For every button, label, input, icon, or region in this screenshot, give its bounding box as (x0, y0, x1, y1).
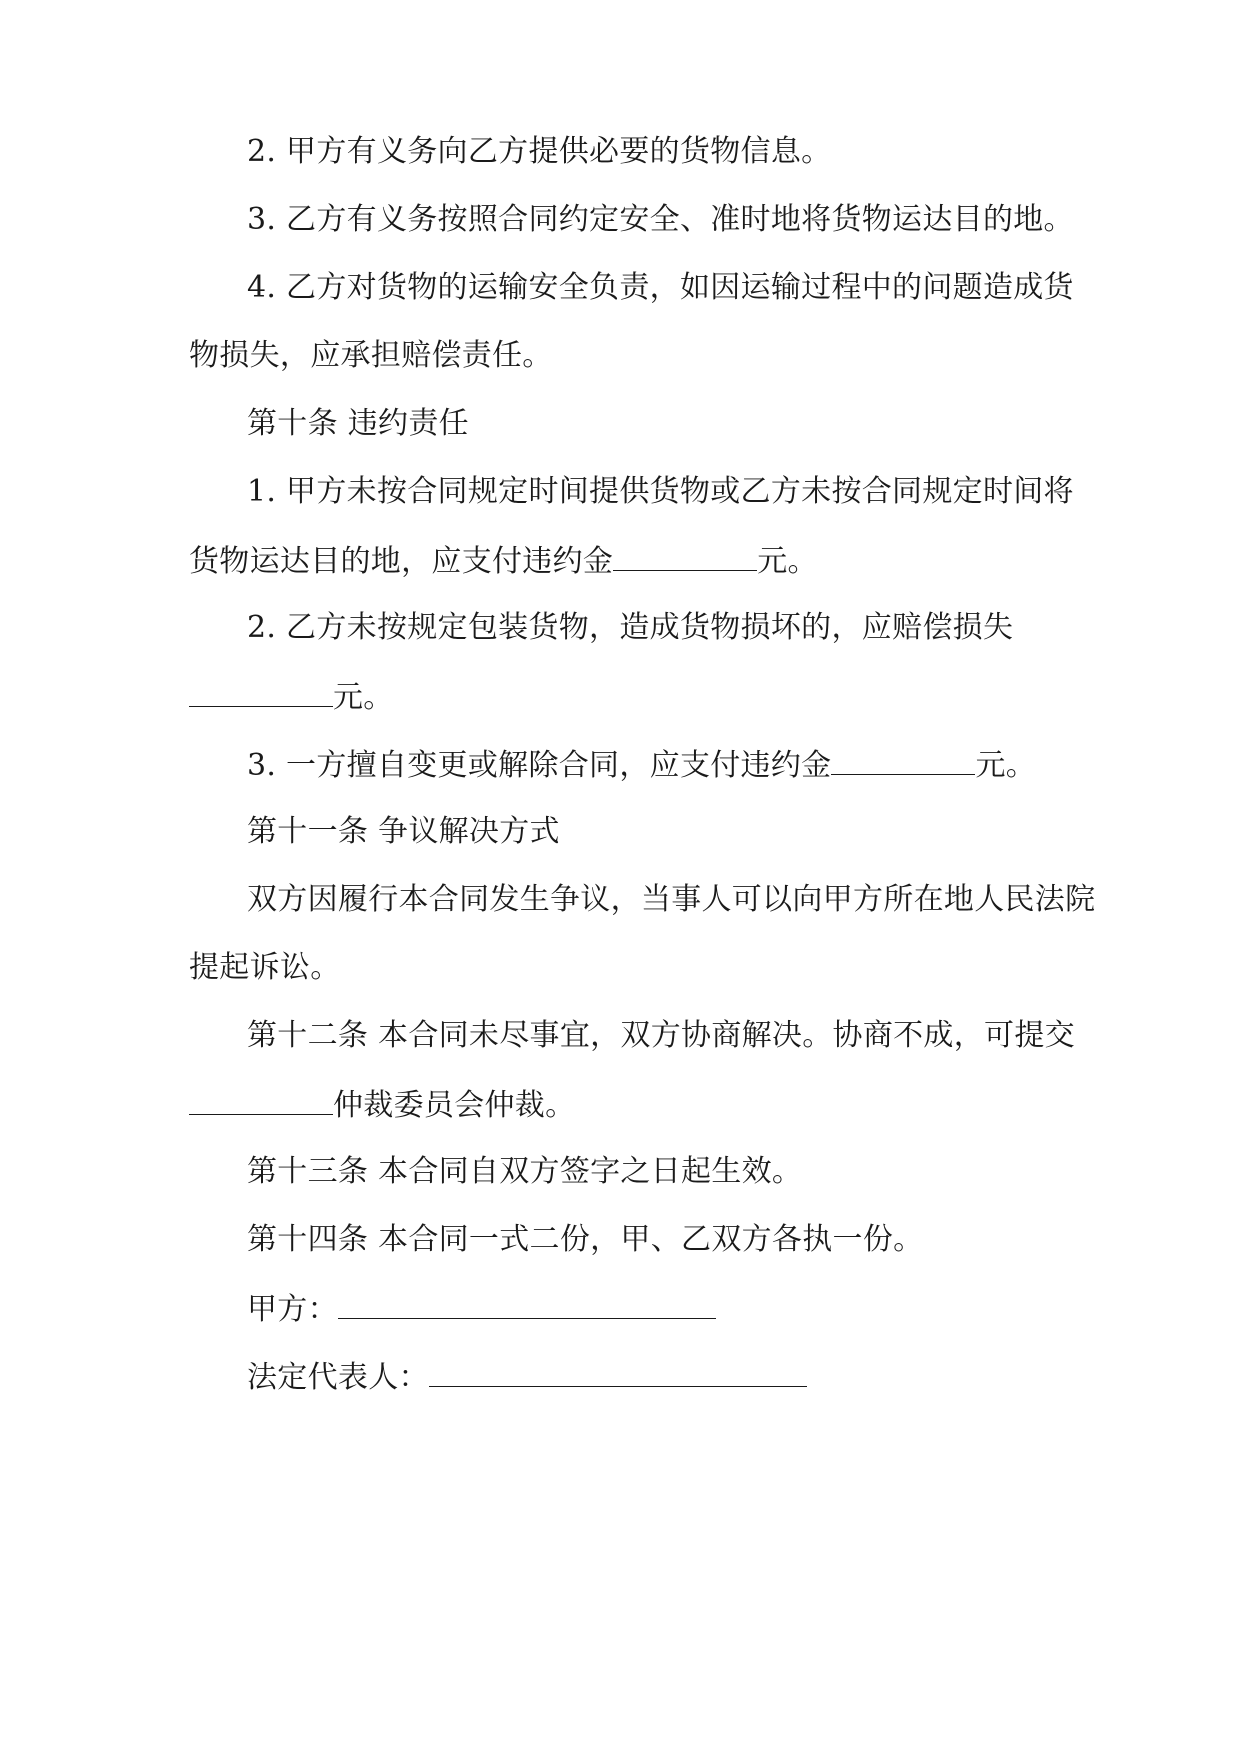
text: 提起诉讼。 (189, 950, 341, 985)
clause-10-item-1 (247, 472, 1074, 512)
clause-9-item-2 (247, 132, 831, 172)
text: 元。 (975, 748, 1037, 783)
party-a-label: 甲方： (247, 1292, 338, 1327)
clause-13 (247, 1152, 802, 1192)
text: 第十四条 本合同一式二份，甲、乙双方各执一份。 (247, 1222, 924, 1257)
clause-11-heading (247, 812, 560, 852)
text: 元。 (757, 544, 818, 579)
clause-12-continued (189, 1084, 575, 1126)
clause-12 (247, 1016, 1075, 1056)
text: 2. 乙方未按规定包装货物，造成货物损坏的，应赔偿损失 (247, 610, 1014, 645)
legal-representative-label: 法定代表人： (247, 1360, 429, 1395)
text: 元。 (333, 680, 394, 715)
text: 2. 甲方有义务向乙方提供必要的货物信息。 (247, 134, 832, 169)
text: 第十二条 本合同未尽事宜，双方协商解决。协商不成，可提交 (247, 1018, 1075, 1053)
text: 物损失，应承担赔偿责任。 (189, 338, 553, 373)
text: 4. 乙方对货物的运输安全负责，如因运输过程中的问题造成货 (247, 270, 1074, 305)
clause-10-item-3 (247, 744, 1036, 786)
clause-14 (247, 1220, 923, 1260)
clause-10-item-2-continued (189, 676, 394, 718)
legal-representative-signature-line (247, 1356, 807, 1398)
party-a-signature-line (247, 1288, 716, 1330)
fill-in-blank-breach-amount[interactable] (831, 744, 975, 775)
clause-9-item-4 (247, 268, 1074, 308)
text: 双方因履行本合同发生争议，当事人可以向甲方所在地人民法院 (247, 882, 1096, 917)
text: 货物运达目的地，应支付违约金 (189, 544, 614, 579)
text: 3. 乙方有义务按照合同约定安全、准时地将货物运达目的地。 (247, 202, 1074, 237)
text: 3. 一方擅自变更或解除合同，应支付违约金 (247, 748, 832, 783)
fill-in-blank-arbitration-committee[interactable] (189, 1084, 333, 1115)
clause-10-item-2 (247, 608, 1013, 648)
fill-in-blank-compensation-amount[interactable] (189, 676, 333, 707)
clause-9-item-3 (247, 200, 1074, 240)
fill-in-blank-penalty-amount[interactable] (613, 540, 757, 571)
text: 第十三条 本合同自双方签字之日起生效。 (247, 1154, 803, 1189)
clause-10-item-1-continued (189, 540, 818, 582)
clause-9-item-4-continued (189, 336, 553, 376)
text: 第十条 违约责任 (247, 406, 469, 441)
legal-representative-signature-blank[interactable] (429, 1356, 807, 1387)
text: 仲裁委员会仲裁。 (333, 1088, 576, 1123)
clause-11-body-continued (189, 948, 341, 988)
text: 第十一条 争议解决方式 (247, 814, 560, 849)
clause-11-body (247, 880, 1095, 920)
text: 1. 甲方未按合同规定时间提供货物或乙方未按合同规定时间将 (247, 474, 1074, 509)
party-a-signature-blank[interactable] (338, 1288, 716, 1319)
clause-10-heading (247, 404, 469, 444)
